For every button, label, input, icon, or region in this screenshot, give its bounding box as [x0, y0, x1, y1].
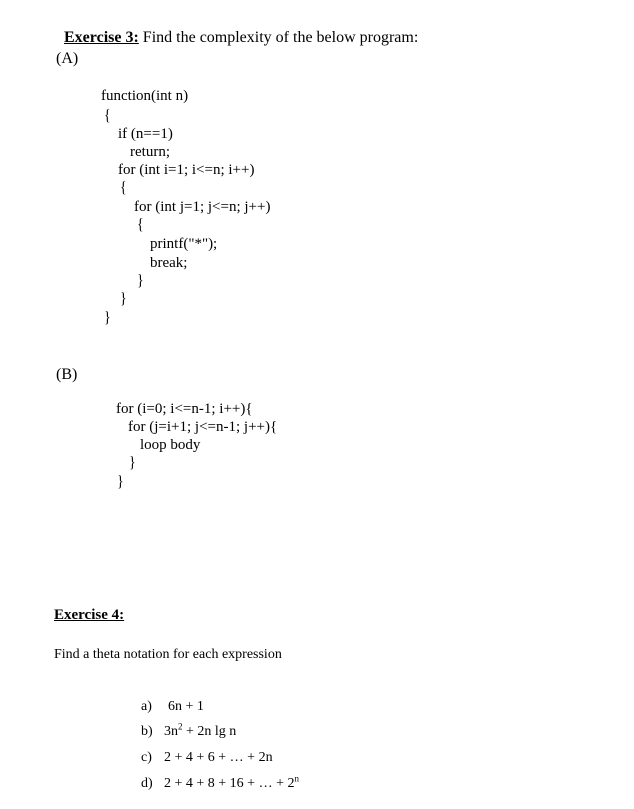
code-line: } — [104, 309, 111, 328]
expression: 2 + 4 + 6 + … + 2n — [164, 750, 273, 765]
part-a-label: (A) — [56, 50, 79, 67]
code-line: loop body — [140, 437, 201, 453]
code-line: if (n==1) — [118, 126, 173, 142]
code-line: } — [120, 290, 127, 309]
code-line: for (i=0; i<=n-1; i++){ — [116, 401, 253, 417]
superscript: 2 — [178, 721, 183, 732]
expression-rest: + 2n lg n — [182, 724, 237, 739]
exercise4-intro: Find a theta notation for each expression — [54, 647, 282, 662]
code-line: return; — [130, 144, 170, 160]
expression: 6n + 1 — [168, 699, 204, 714]
list-item-expr — [150, 763, 299, 805]
code-line: for (int j=1; j<=n; j++) — [134, 199, 271, 215]
exercise3-heading — [56, 14, 418, 46]
code-line: function(int n) — [101, 88, 189, 104]
exercise3-label: Exercise 3: — [64, 29, 139, 46]
code-line: { — [104, 107, 111, 126]
exercise3-text: Find the complexity of the below program: — [138, 29, 419, 46]
superscript: n — [294, 773, 299, 784]
part-b-label: (B) — [56, 366, 78, 383]
expression: 3n — [164, 724, 178, 739]
code-line: for (j=i+1; j<=n-1; j++){ — [128, 419, 278, 435]
code-line: { — [137, 216, 144, 235]
item-marker: b) — [141, 724, 153, 739]
code-line: break; — [150, 255, 188, 271]
exercise4-heading: Exercise 4: — [54, 607, 125, 623]
code-line: } — [117, 473, 124, 492]
code-line: printf("*"); — [150, 236, 218, 252]
expression: 2 + 4 + 8 + 16 + … + 2 — [164, 776, 295, 791]
list-item — [127, 763, 153, 805]
code-line: for (int i=1; i<=n; i++) — [118, 162, 255, 178]
code-line: { — [120, 179, 127, 198]
item-marker: d) — [141, 776, 153, 791]
item-marker: a) — [141, 699, 152, 714]
code-line: } — [137, 272, 144, 291]
item-marker: c) — [141, 750, 152, 765]
code-line: } — [129, 454, 136, 473]
